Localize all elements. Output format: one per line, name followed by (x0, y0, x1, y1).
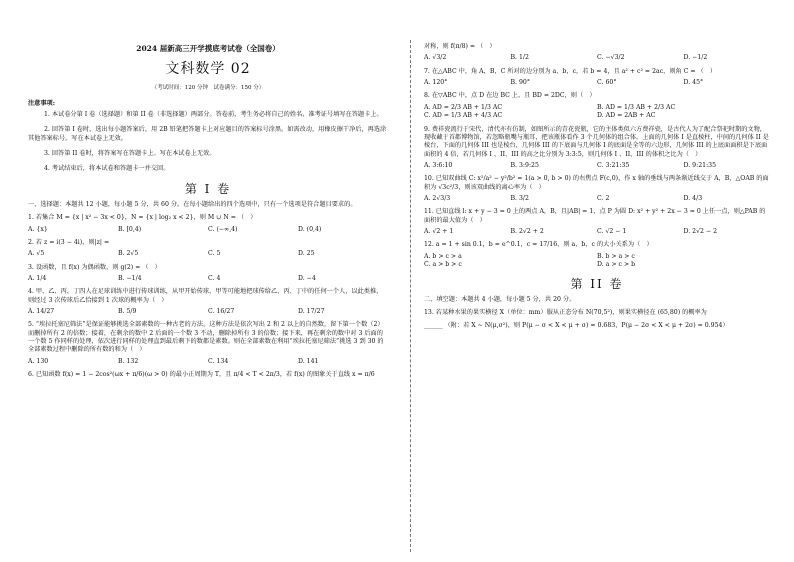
answer-option: B. 5/9 (118, 308, 137, 316)
question-stem: 对称，则 f(π/8) = （ ） (424, 43, 496, 50)
answer-option: C. 4 (208, 274, 221, 282)
answer-options (424, 228, 770, 236)
answer-option: B. 3/2 (510, 195, 529, 203)
question-stem: 11. 已知直线 l: x + y − 3 = 0 上的两点 A，B，且|AB| = 1，点 P 为圆 D: x² + y² + 2x − 3 = 0 上任一点，则△PAB 的面积的最大值为（ ） (424, 208, 766, 224)
part2-instruction: 二、填空题：本题共 4 小题，每小题 5 分，共 20 分。 (424, 295, 576, 303)
answer-option: C. (−∞,4) (208, 225, 238, 233)
right-column (424, 38, 770, 334)
question-13-note: ______ （附：若 X ~ N(μ,σ²)，则 P(μ − σ < X < μ + σ) ≈ 0.683，P(μ − 2σ < X < μ + 2σ) ≈ 0.954） (424, 322, 729, 330)
note-item: 3. 回答第 II 卷时，将答案写在答题卡上。写在本试卷上无效。 (44, 149, 216, 157)
note-item: 1. 本试卷分第 I 卷（选择题）和第 II 卷（非选择题）两部分。答卷前，考生务必将自己的姓名、准考证号填写在答题卡上。 (44, 110, 383, 118)
answer-option: D. (0,4) (298, 225, 322, 233)
answer-option: A. √2 + 1 (424, 228, 454, 236)
question-stem: 12. a = 1 + sin 0.1，b = e^0.1，c = 17/16，则 a，b，c 的大小关系为（ ） (424, 241, 653, 249)
answer-option: B. 3:9:25 (510, 161, 539, 169)
left-column (28, 36, 388, 383)
answer-option: D. a > c > b (597, 261, 636, 269)
left-question-list (28, 214, 388, 379)
answer-option: C. −√3/2 (597, 54, 625, 62)
answer-option: C. √2 − 1 (597, 228, 627, 236)
answer-option: D. 2√2 − 2 (683, 228, 718, 236)
question-stem: 2. 若 z = i(3 − 4i)，则|z| = (28, 238, 110, 246)
exam-info: （考试时间：120 分钟 试卷满分：150 分） (151, 85, 265, 92)
answer-options (424, 253, 770, 270)
exam-title: 2024 届新高三开学摸底考试卷（全国卷） (136, 44, 280, 53)
answer-option: D. 25 (298, 250, 315, 258)
answer-option: A. b > c > a (424, 252, 462, 260)
column-divider (410, 40, 411, 552)
answer-options (424, 104, 770, 121)
note-item: 2. 回答第 I 卷时，选出每小题答案后，用 2B 铅笔把答题卡上对应题目的答案标号涂黑。如需改动，用橡皮擦干净后，再选涂其他答案标号。写在本试卷上无效。 (28, 126, 387, 142)
question-stem: 8. 在▽ABC 中，点 D 在边 BC 上，且 BD = 2DC，则（ ） (424, 92, 596, 100)
notes-heading: 注意事项: (28, 100, 56, 108)
answer-option: C. a > b > c (424, 261, 462, 269)
part1-instruction: 一、选择题：本题共 12 小题，每小题 5 分，共 60 分。在每小题给出的四个选项中，只有一个选项是符合题目要求的。 (28, 200, 357, 208)
answer-option: B. 90° (510, 79, 530, 87)
question-stem: 10. 已知双曲线 C: x²/a² − y²/b² = 1(a > 0, b > 0) 的右焦点 F(c,0)，作 x 轴的垂线与两条渐近线交于 A，B，△OAB 的面积为 √3c²/3，则该双曲线的离心率为（ ） (424, 175, 769, 191)
answer-option: D. AD = 2AB + AC (597, 112, 656, 120)
answer-options (424, 54, 770, 62)
answer-option: A. √5 (28, 250, 45, 258)
answer-option: D. 45° (683, 79, 704, 87)
question-stem: 9. 费祥瓷流行于宋代，清代亦有仿制，如图所示的青花瓷瓶，它的主体类似六方费祥瓷，是古代人为了配合祭祀时期的文物，现收藏于首都博物馆，若忽略瓶嘴与瓶耳，把该瓶体看作 3 个几何体的组合体，上面的几何体 I 是直棱柱，中间的几何体 II 是棱台，下面的几何体 III 也是棱台，几何体 III 的下底面与几何体 I 的底面是全等的六边形，几何体 III 的上底面面积是下底面面积的 4 倍，若几何体 I 、II、III 的高之比分别为 3:3:5，则几何体 I 、II、III 的体积之比为（ ） (424, 125, 769, 158)
question-stem: 4. 甲、乙、丙、丁四人在足球训练中进行传球训练，从甲开始传球，甲等可能地把球传给乙、丙、丁中的任何一个人，以此类推，则经过 3 次传球后乙恰接到 1 次球的概率为（ ） (28, 288, 383, 304)
answer-option: B. −1/4 (118, 274, 142, 282)
answer-option: A. 2√3/3 (424, 195, 451, 203)
answer-option: B. AD = 1/3 AB + 2/3 AC (597, 103, 676, 111)
answer-option: A. {x} (28, 225, 48, 233)
question-13: 13. 若某种水果的果实横径 X（单位：mm）服从正态分布 N(70,5²)，则果实横径在 (65,80) 的概率为 (424, 309, 707, 317)
answer-option: D. 141 (298, 357, 319, 365)
question-stem: 5. “埃拉托塞尼筛法”是保证能够挑选全部素数的一种古老的方法。这种方法是依次写出 2 和 2 以上的自然数，留下第一个数（2）而删掉所有 2 的倍数；接着，在剩余的数中 2 后面的一个数 3 不动，删除掉所有 3 的倍数；接下来，再在剩余的数中对 3 后面的一个数 5 作同样的处理，依次进行同样的处理直到最后剩下的数都是素数。则在全部素数在利用“埃拉托塞尼筛法”挑选 3 到 30 的全部素数过程中删除的所有数的和为（ ） (28, 321, 384, 354)
answer-options (424, 162, 770, 170)
answer-option: C. 60° (597, 79, 617, 87)
answer-option: D. −4 (298, 274, 316, 282)
question-stem: 1. 若集合 M = {x | x² − 3x < 0}，N = {x | log₂ x < 2}，则 M ∪ N = （ ） (28, 214, 257, 222)
answer-option: B. 2√2 + 2 (510, 228, 544, 236)
question-stem: 6. 已知函数 f(x) = 1 − 2cos²(ωx + π/6)(ω > 0) 的最小正周期为 T，且 π/4 < T < 2π/3，若 f(x) 的图象关于直线 x = π/6 (28, 371, 375, 379)
answer-option: B. 132 (118, 357, 139, 365)
part1-title: 第 I 卷 (184, 181, 232, 196)
answer-option: D. 9:21:35 (683, 161, 717, 169)
answer-option: D. −1/2 (683, 54, 708, 62)
answer-option: D. 4/3 (683, 195, 703, 203)
answer-options (28, 226, 388, 234)
answer-option: A. 14/27 (28, 308, 55, 316)
subject-title: 文科数学 02 (165, 61, 251, 78)
answer-option: C. 3:21:35 (597, 161, 630, 169)
answer-option: C. 2 (597, 195, 610, 203)
answer-option: A. 3:6:10 (424, 161, 453, 169)
right-question-list (424, 43, 770, 270)
answer-options (28, 275, 388, 283)
answer-option: B. 2√5 (118, 250, 139, 258)
answer-options (28, 250, 388, 258)
part2-title: 第 II 卷 (570, 276, 624, 291)
note-item: 4. 考试结束后，将本试卷和答题卡一并交回。 (44, 165, 170, 173)
answer-option: A. 1/4 (28, 274, 47, 282)
answer-options (28, 308, 388, 316)
answer-options (424, 195, 770, 203)
answer-options (28, 358, 388, 366)
answer-option: C. AD = 1/3 AB + 4/3 AC (424, 112, 503, 120)
question-stem: 7. 在△ABC 中，角 A，B，C 所对的边分别为 a，b，c，若 b = 4，且 a² + c² = 2ac，则角 C = （ ） (424, 67, 717, 75)
answer-option: A. √3/2 (424, 54, 447, 62)
answer-option: A. 130 (28, 357, 49, 365)
answer-option: B. b > a > c (597, 252, 635, 260)
answer-option: B. [0,4) (118, 225, 142, 233)
answer-option: D. 17/27 (298, 308, 325, 316)
question-stem: 3. 设函数，且 f(x) 为偶函数，则 g(2) = （ ） (28, 263, 161, 271)
answer-option: A. AD = 2/3 AB + 1/3 AC (424, 103, 503, 111)
answer-option: A. 120° (424, 79, 448, 87)
answer-option: C. 134 (208, 357, 229, 365)
answer-options (424, 79, 770, 87)
answer-option: B. 1/2 (510, 54, 529, 62)
answer-option: C. 5 (208, 250, 221, 258)
answer-option: C. 16/27 (208, 308, 235, 316)
